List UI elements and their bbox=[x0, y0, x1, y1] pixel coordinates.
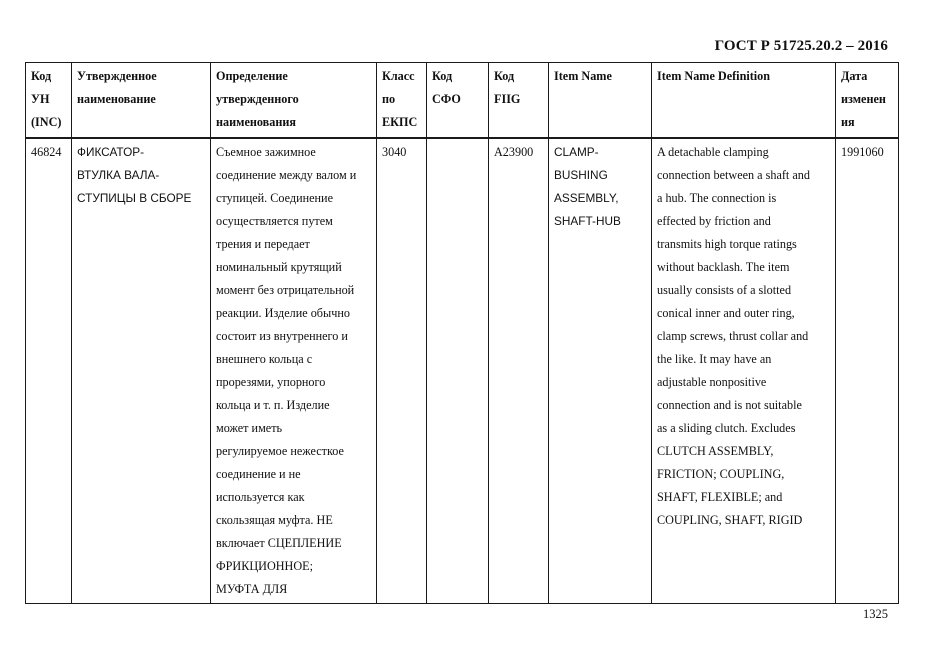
header-approved-name: Утвержденное наименование bbox=[72, 63, 211, 139]
header-change-date: Дата изменен ия bbox=[836, 63, 899, 139]
cell-sfo-code bbox=[427, 138, 489, 604]
header-inc-code: Код УН (INC) bbox=[26, 63, 72, 139]
cell-item-name-definition: A detachable clamping connection between a shaft and a hub. The connection is effected by friction and transmits high torque ratings without backlash. The item usually consists of a slotted conical inner and outer ring, clamp screws, thrust collar and the like. It may have an adjustable nonpositive connection and is not suitable as a sliding clutch. Excludes CLUTCH ASSEMBLY, FRICTION; COUPLING, SHAFT, FLEXIBLE; and COUPLING, SHAFT, RIGID bbox=[652, 138, 836, 604]
header-sfo-code: Код СФО bbox=[427, 63, 489, 139]
page-number: 1325 bbox=[863, 607, 888, 621]
cell-inc-code: 46824 bbox=[26, 138, 72, 604]
document-standard-code: ГОСТ Р 51725.20.2 – 2016 bbox=[714, 38, 888, 54]
header-approved-name-definition: Определение утвержденного наименования bbox=[211, 63, 377, 139]
cell-change-date: 1991060 bbox=[836, 138, 899, 604]
header-fiig-code: Код FIIG bbox=[489, 63, 549, 139]
cell-ekps-class: 3040 bbox=[377, 138, 427, 604]
cell-item-name: CLAMP- BUSHING ASSEMBLY, SHAFT-HUB bbox=[549, 138, 652, 604]
cell-approved-name: ФИКСАТОР- ВТУЛКА ВАЛА- СТУПИЦЫ В СБОРЕ bbox=[72, 138, 211, 604]
cell-definition-ru: Съемное зажимное соединение между валом и ступицей. Соединение осуществляется путем трения и передает номинальный крутящий момент без отрицательной реакции. Изделие обычно состоит из внутреннего и внешнего кольца с прорезями, упорного кольца и т. п. Изделие может иметь регулируемое нежесткое соединение и не используется как скользящая муфта. НЕ включает СЦЕПЛЕНИЕ ФРИКЦИОННОЕ; МУФТА ДЛЯ bbox=[211, 138, 377, 604]
cell-fiig-code: A23900 bbox=[489, 138, 549, 604]
header-item-name: Item Name bbox=[549, 63, 652, 139]
table-header-row bbox=[26, 63, 899, 139]
header-item-name-definition: Item Name Definition bbox=[652, 63, 836, 139]
header-ekps-class: Класс по ЕКПС bbox=[377, 63, 427, 139]
nomenclature-table bbox=[25, 62, 899, 604]
table-row bbox=[26, 138, 899, 604]
